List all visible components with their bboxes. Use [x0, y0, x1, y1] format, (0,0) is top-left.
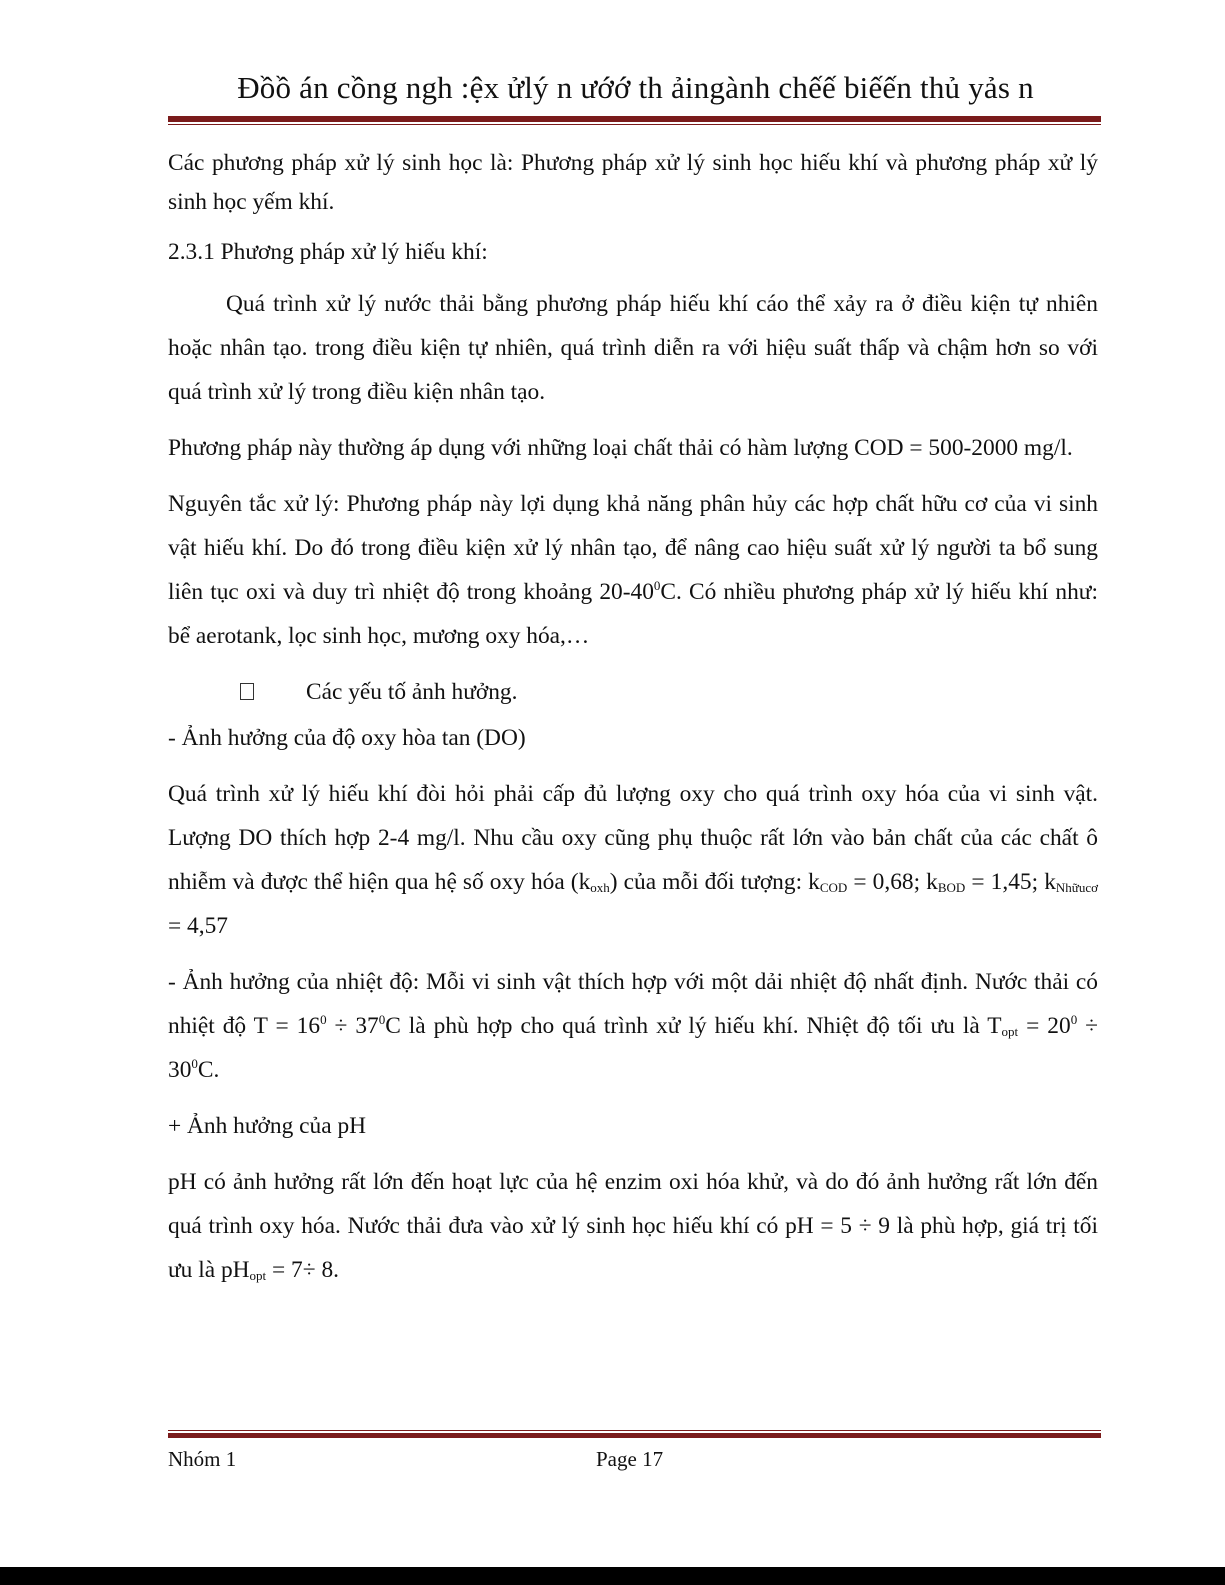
do-heading: - Ảnh hưởng của độ oxy hòa tan (DO): [168, 725, 526, 751]
footer-group-label: Nhóm 1: [168, 1447, 237, 1471]
footer-rule-thin: [168, 1430, 1101, 1431]
ph-heading: + Ảnh hưởng của pH: [168, 1113, 367, 1139]
header-rule-thin: [168, 124, 1101, 125]
paragraph-aerobic-process: Quá trình xử lý nước thải bằng phương pháp hiếu khí cáo thể xảy ra ở điều kiện tự nhiên hoặc nhân tạo. trong điều kiện tự nhiên, quá trình diễn ra với hiệu suất thấp và chậm hơn so với quá trình xử lý trong điều kiện nhân tạo.: [168, 291, 1098, 405]
running-header: Đồồ án cồng ngh :ệx ửlý n ướớ th ảingành chếế biếến thủ yảs n: [237, 70, 1034, 105]
paragraph-dissolved-oxygen: Quá trình xử lý hiếu khí đòi hỏi phải cấp đủ lượng oxy cho quá trình oxy hóa của vi sinh vật. Lượng DO thích hợp 2-4 mg/l. Nhu cầu oxy cũng phụ thuộc rất lớn vào bản chất của các chất ô nhiễm và được thể hiện qua hệ số oxy hóa $(k_{oxh})$ của mỗi đối tượng: $k_{COD} = 0,68$; $k_{BOD} = 1,45$; $k_{Nhữucơ} = 4,57$: [168, 781, 1098, 939]
footer-rule-thick: [168, 1433, 1101, 1438]
bottom-edge-bar: [0, 1567, 1225, 1585]
paragraph-principle: Nguyên tắc xử lý: Phương pháp này lợi dụng khả năng phân hủy các hợp chất hữu cơ của vi sinh vật hiếu khí. Do đó trong điều kiện xử lý nhân tạo, để nâng cao hiệu suất xử lý người ta bổ sung liên tục oxi và duy trì nhiệt độ trong khoảng $20-40^0C$. Có nhiều phương pháp xử lý hiếu khí như: bể aerotank, lọc sinh học, mương oxy hóa,…: [168, 491, 1098, 649]
paragraph-ph: pH có ảnh hưởng rất lớn đến hoạt lực của hệ enzim oxi hóa khử, và do đó ảnh hưởng rất lớn đến quá trình oxy hóa. Nước thải đưa vào xử lý sinh học hiếu khí có pH = 5 ÷ 9 là phù hợp, giá trị tối ưu là $pH_{opt} = 7\div 8$.: [168, 1169, 1098, 1283]
section-heading: 2.3.1 Phương pháp xử lý hiếu khí:: [168, 239, 488, 265]
paragraph-temperature: - Ảnh hưởng của nhiệt độ: Mỗi vi sinh vật thích hợp với một dải nhiệt độ nhất định. Nước thải có nhiệt độ $T = 16^0 \div 37^0C$ là phù hợp cho quá trình xử lý hiếu khí. Nhiệt độ tối ưu là $T_{opt} = 20^0 \div 30^0C$.: [168, 969, 1098, 1083]
bullet-box-icon: [240, 683, 254, 700]
bullet-factors: Các yếu tố ảnh hưởng.: [168, 670, 1098, 714]
body-content: [168, 144, 1098, 1292]
paragraph-cod-range: Phương pháp này thường áp dụng với những loại chất thải có hàm lượng COD = 500-2000 mg/l.: [168, 435, 1073, 461]
header-rule-thick: [168, 116, 1101, 122]
paragraph-intro: Các phương pháp xử lý sinh học là: Phương pháp xử lý sinh học hiếu khí và phương pháp xử lý sinh học yếm khí.: [168, 150, 1098, 215]
footer-page-number: Page 17: [596, 1447, 664, 1471]
